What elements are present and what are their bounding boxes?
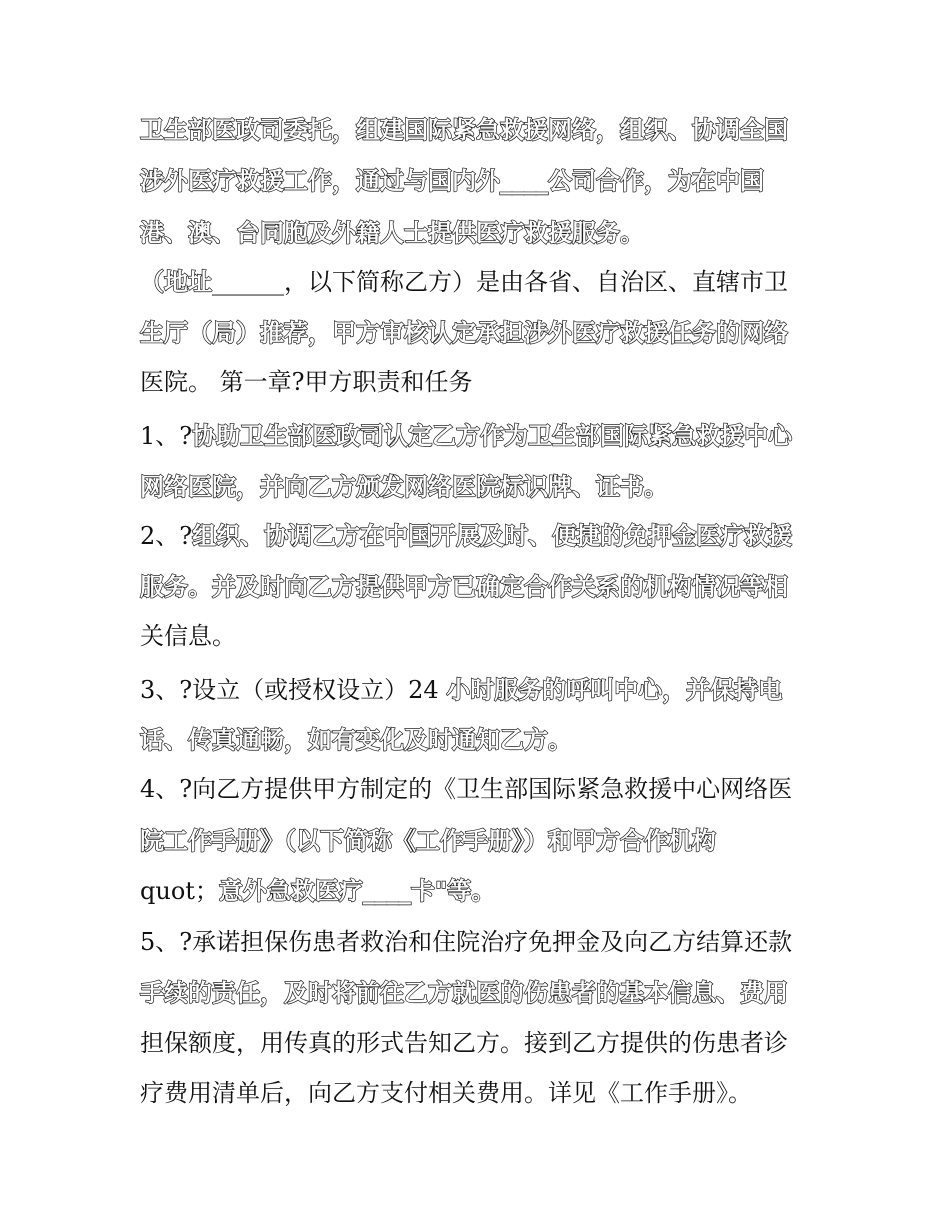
text-segment: 卫生部医政司委托，组建国际紧急救援网络，组织、协调全国 bbox=[140, 116, 788, 144]
text-segment: 意外急救医疗____卡"等。 bbox=[218, 877, 496, 905]
text-segment: 关信息。 bbox=[140, 622, 236, 650]
text-segment: 手续的责任，及时将前往乙方就医的伤患者的基本信息、费用 bbox=[140, 979, 788, 1007]
text-segment: ______，以下简称乙方）是由各省、自治区、直辖市卫 bbox=[212, 268, 788, 296]
text-segment: 网络医院，并向乙方颁发网络医院标识牌、证书。 bbox=[140, 473, 668, 501]
text-segment: 涉外医疗救援工作，通过与国内外____公司合作，为在中国 bbox=[140, 167, 764, 195]
text-segment: 3、?设立（或授权设立）24 bbox=[140, 676, 447, 704]
text-line-4 bbox=[140, 259, 820, 305]
text-segment: 5、?承诺担保伤患者救治和住院治疗免押金及向乙方结算还款 bbox=[140, 928, 793, 956]
text-line-17 bbox=[140, 919, 820, 965]
text-segment: 组织、协调乙方在中国开展及时、便捷的免押金医疗救援 bbox=[192, 522, 793, 550]
text-line-3 bbox=[140, 210, 820, 256]
text-line-7 bbox=[140, 413, 820, 459]
text-segment: 协助卫生部医政司认定乙方作为卫生部国际紧急救援中心 bbox=[192, 422, 793, 450]
text-segment: （地址 bbox=[140, 268, 212, 296]
text-line-6 bbox=[140, 359, 820, 405]
text-line-14 bbox=[140, 766, 820, 812]
text-line-2 bbox=[140, 158, 820, 204]
text-segment: 4、?向乙方提供甲方制定的《卫生部国际紧急救援中心网络医 bbox=[140, 775, 793, 803]
text-line-15 bbox=[140, 818, 820, 864]
text-segment: 医院。 第一章?甲方职责和任务 bbox=[140, 368, 473, 396]
text-segment: 港、澳、台同胞及外籍人士提供医疗救援服务。 bbox=[140, 219, 644, 247]
text-line-19 bbox=[140, 1020, 820, 1066]
text-line-11 bbox=[140, 613, 820, 659]
text-line-20 bbox=[140, 1070, 820, 1116]
text-segment: quot； bbox=[140, 877, 219, 905]
text-segment: 服务。并及时向乙方提供甲方已确定合作关系的机构情况等相 bbox=[140, 573, 788, 601]
text-line-8 bbox=[140, 464, 820, 510]
text-segment: 2、? bbox=[140, 522, 193, 550]
text-segment: 话、传真通畅，如有变化及时通知乙方。 bbox=[140, 726, 572, 754]
text-line-9 bbox=[140, 513, 820, 559]
text-line-13 bbox=[140, 717, 820, 763]
text-line-5 bbox=[140, 310, 820, 356]
text-line-10 bbox=[140, 564, 820, 610]
text-line-18 bbox=[140, 970, 820, 1016]
text-segment: 担保额度，用传真的形式告知乙方。接到乙方提供的伤患者诊 bbox=[140, 1029, 788, 1057]
text-segment: 生厅（局）推荐，甲方审核认定承担涉外医疗救援任务的网络 bbox=[140, 319, 788, 347]
text-segment: 1、? bbox=[140, 422, 193, 450]
text-line-12 bbox=[140, 667, 820, 713]
text-segment: 小时服务的呼叫中心，并保持电 bbox=[446, 676, 783, 704]
text-line-1 bbox=[140, 107, 820, 153]
text-line-16 bbox=[140, 868, 820, 914]
text-segment: 疗费用清单后，向乙方支付相关费用。详见《工作手册》。 bbox=[140, 1079, 752, 1107]
text-segment: 院工作手册》（以下简称《工作手册》）和甲方合作机构 bbox=[140, 827, 716, 855]
